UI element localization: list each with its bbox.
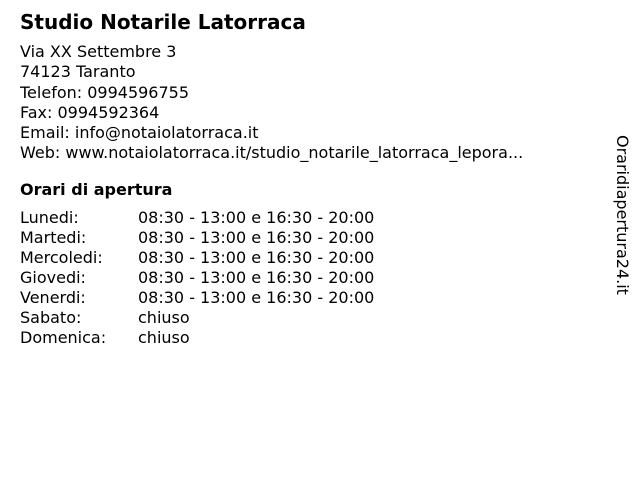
hours-row-wednesday [20, 248, 590, 268]
fax-line: Fax: 0994592364 [20, 102, 160, 122]
hours-time-value: 08:30 - 13:00 e 16:30 - 20:00 [138, 247, 375, 267]
hours-time-value: 08:30 - 13:00 e 16:30 - 20:00 [138, 207, 375, 227]
hours-day-label: Mercoledi: [20, 247, 103, 267]
hours-day-label: Sabato: [20, 307, 82, 327]
business-card [20, 10, 590, 348]
hours-time-value: chiuso [138, 327, 190, 347]
hours-day-label: Martedi: [20, 227, 87, 247]
hours-time-value: 08:30 - 13:00 e 16:30 - 20:00 [138, 287, 375, 307]
address-line-street: Via XX Settembre 3 [20, 42, 177, 61]
hours-row-tuesday [20, 228, 590, 248]
hours-row-monday [20, 208, 590, 228]
hours-day-label: Venerdi: [20, 287, 86, 307]
opening-hours-table [20, 208, 590, 348]
site-watermark: Oraridiapertura24.it [613, 135, 632, 295]
hours-row-thursday [20, 268, 590, 288]
opening-hours-title: Orari di apertura [20, 179, 173, 199]
email-line: Email: info@notaiolatorraca.it [20, 123, 259, 143]
hours-day-label: Lunedi: [20, 207, 79, 227]
hours-day-label: Giovedi: [20, 267, 86, 287]
web-line: Web: www.notaiolatorraca.it/studio_notarile_latorraca_lepora... [20, 143, 524, 163]
hours-row-sunday [20, 328, 590, 348]
business-name: Studio Notarile Latorraca [20, 10, 306, 34]
hours-day-label: Domenica: [20, 327, 107, 347]
hours-row-friday [20, 288, 590, 308]
hours-row-saturday [20, 308, 590, 328]
hours-time-value: 08:30 - 13:00 e 16:30 - 20:00 [138, 267, 375, 287]
address-line-city: 74123 Taranto [20, 62, 136, 82]
hours-time-value: chiuso [138, 307, 190, 327]
phone-line: Telefon: 0994596755 [20, 82, 190, 102]
hours-time-value: 08:30 - 13:00 e 16:30 - 20:00 [138, 227, 375, 247]
